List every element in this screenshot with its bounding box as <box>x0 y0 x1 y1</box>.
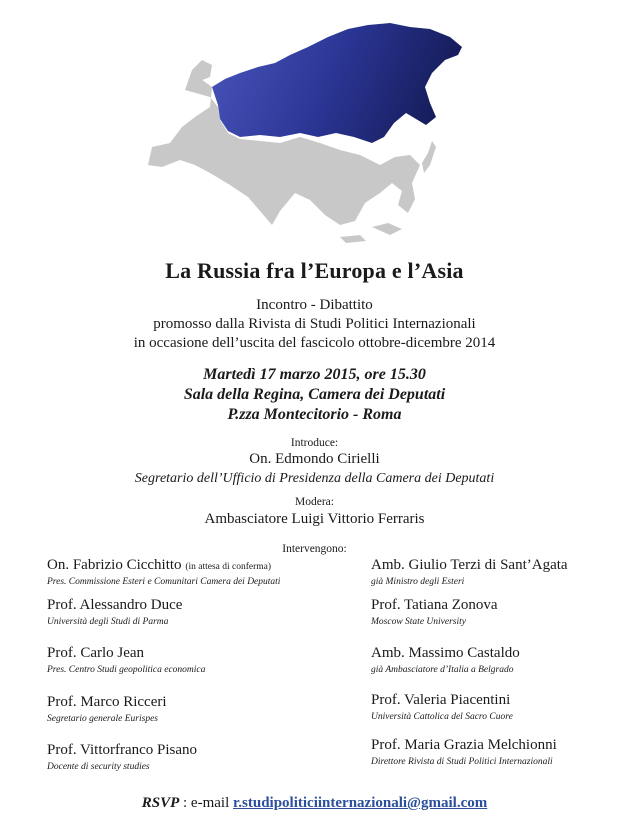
event-address: P.zza Montecitorio - Roma <box>227 406 402 423</box>
speaker-name: Prof. Alessandro Duce <box>47 597 183 613</box>
speaker-role: già Ministro degli Esteri <box>371 577 465 587</box>
promoter-line: promosso dalla Rivista di Studi Politici Internazionali <box>153 316 476 332</box>
speaker-role: Pres. Commissione Esteri e Comunitari Camera dei Deputati <box>47 577 281 587</box>
speaker-left <box>47 742 197 772</box>
speaker-right <box>371 557 568 587</box>
speaker-name: Prof. Tatiana Zonova <box>371 597 498 613</box>
event-type: Incontro - Dibattito <box>256 297 373 313</box>
speaker-name: Amb. Giulio Terzi di Sant’Agata <box>371 557 568 573</box>
speaker-role: Moscow State University <box>371 617 466 627</box>
moderator-label: Modera: <box>295 496 334 508</box>
introduce-name: On. Edmondo Cirielli <box>249 451 380 467</box>
speaker-left <box>47 557 280 587</box>
speaker-right <box>371 692 513 722</box>
speaker-name: Prof. Vittorfranco Pisano <box>47 742 198 758</box>
rsvp-text: : e-mail <box>183 795 230 811</box>
introduce-label: Introduce: <box>290 437 339 449</box>
speaker-role: Segretario generale Eurispes <box>47 714 158 724</box>
speaker-name: Amb. Massimo Castaldo <box>371 645 520 661</box>
speaker-name: Prof. Marco Ricceri <box>47 694 167 710</box>
speaker-role: Docente di security studies <box>47 762 150 772</box>
speaker-right <box>371 737 557 767</box>
introduce-role: Segretario dell’Ufficio di Presidenza della Camera dei Deputati <box>134 471 495 486</box>
japan-shape <box>422 141 436 173</box>
speaker-role: Direttore Rivista di Studi Politici Internazionali <box>371 757 553 767</box>
eurasia-map-icon <box>140 15 470 245</box>
speaker-role: Università Cattolica del Sacro Cuore <box>371 712 513 722</box>
speaker-role: Pres. Centro Studi geopolitica economica <box>47 665 206 675</box>
rsvp-email-link[interactable]: r.studipoliticiinternazionali@gmail.com <box>233 795 488 811</box>
speaker-left <box>47 597 182 627</box>
rsvp-label: RSVP <box>141 795 180 811</box>
event-title: La Russia fra l’Europa e l’Asia <box>165 258 464 283</box>
rsvp-line <box>0 795 629 812</box>
speaker-left <box>47 694 167 724</box>
speaker-right <box>371 597 498 627</box>
occasion-line: in occasione dell’uscita del fascicolo ottobre-dicembre 2014 <box>133 335 496 351</box>
speaker-name: Prof. Valeria Piacentini <box>371 692 511 708</box>
moderator-name: Ambasciatore Luigi Vittorio Ferraris <box>204 511 425 527</box>
speakers-label: Intervengono: <box>282 543 347 555</box>
speaker-name: Prof. Carlo Jean <box>47 645 145 661</box>
russia-shape <box>212 23 462 143</box>
speaker-name: On. Fabrizio Cicchitto <box>47 557 182 573</box>
speaker-right <box>371 645 520 675</box>
event-venue: Sala della Regina, Camera dei Deputati <box>183 386 446 403</box>
event-date: Martedì 17 marzo 2015, ore 15.30 <box>203 366 426 383</box>
speaker-role: già Ambasciatore d’Italia a Belgrado <box>371 665 514 675</box>
speaker-role: Università degli Studi di Parma <box>47 617 169 627</box>
speaker-name: Prof. Maria Grazia Melchionni <box>371 737 557 753</box>
speaker-note: (in attesa di conferma) <box>185 562 272 572</box>
indonesia-shape <box>340 223 402 243</box>
speaker-left <box>47 645 205 675</box>
